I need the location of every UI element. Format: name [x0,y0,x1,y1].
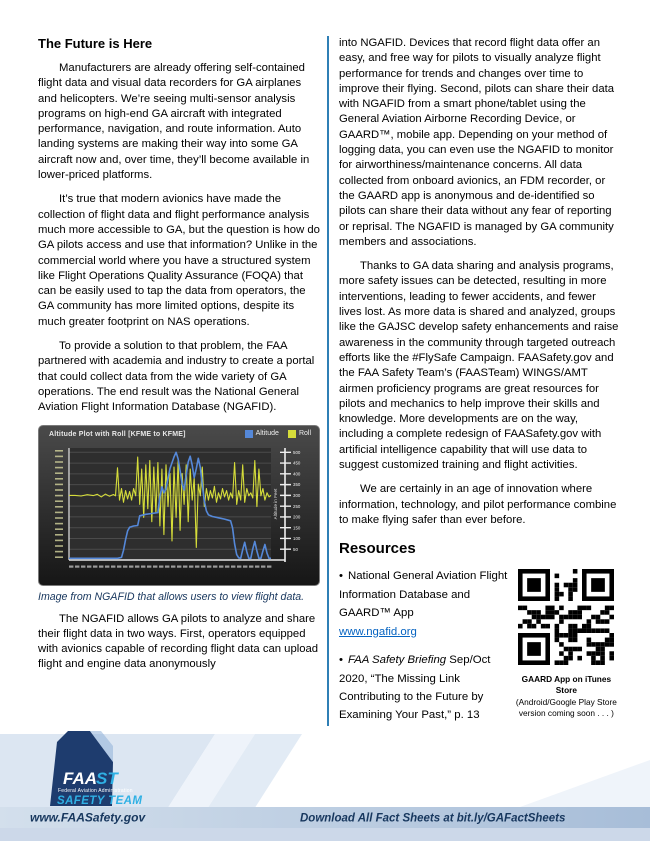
legend-swatch-altitude [245,430,253,438]
faasafety-url[interactable]: www.FAASafety.gov [30,810,146,825]
resource-item-ngafid [339,567,514,641]
legend-swatch-roll [288,430,296,438]
resources-row [339,567,619,735]
footer-graphic [0,726,650,841]
qr-block [514,567,619,719]
qr-caption-line: (Android/Google Play Store [515,696,617,707]
paragraph-5: into NGAFID. Devices that record flight data offer an easy, and free way for pilots to visually analyze flight performance for trends and changes over time to improve their flying. Second, pilots can share their data with NGAFID from a smart phone/tablet using the General Aviation Airborne Recording Device, or GAARD™, mobile app. Depending on your method of logging data, you can even use the NGAFID to monitor for airworthiness/maintenance concerns. All data collected from onboard avionics, an FDM recorder, or the GAARD app is anonymous and de-identified so pilots can share their data without any fear of reporting or reprisal. The NGAFID is managed by GA community members and associations. [339,37,615,248]
svg-text:100: 100 [293,535,301,541]
svg-text:250: 250 [293,503,301,509]
svg-text:150: 150 [293,524,301,530]
chart-plot-area [39,426,319,583]
ngafid-link[interactable]: www.ngafid.org [339,625,417,638]
chart-legend [245,430,311,438]
bullet-icon: • [339,570,343,583]
left-column [38,36,320,682]
resource-text: National General Aviation Flight Information Database and GAARD™ App [339,570,508,620]
svg-text:200: 200 [293,514,301,520]
right-column [339,36,619,747]
logo-st-text: ST [96,769,118,788]
bullet-icon: • [339,654,343,667]
legend-item-altitude [245,430,279,438]
paragraph-6: Thanks to GA data sharing and analysis programs, more safety issues can be detected, resulting in more interventions, leading to fewer accidents, and fewer lives lost. As more data is shared and analyzed, groups like the GAJSC develop safety enhancements and raise awareness in the community through targeted outreach efforts like the #FlySafe Campaign. FAASafety.gov and the FAA Safety Team’s (FAASTeam) WINGS/AMT airmen proficiency programs are great resources for pilots and mechanics to help improve their skills and knowledge. More developments are on the way, including a complete redesign of FAASafety.gov with artificial intelligence capability that will use data to suggest customized training and flight activities. [339,260,619,472]
download-note[interactable]: Download All Fact Sheets at bit.ly/GAFactSheets [300,812,566,825]
qr-caption [514,674,619,719]
chart-title: Altitude Plot with Roll [KFME to KFME] [49,430,186,438]
footer-bottom-strip [0,828,650,841]
legend-label: Altitude [255,430,279,438]
column-divider [327,36,329,790]
svg-text:50: 50 [293,546,298,552]
logo-subtitle: Federal Aviation Administration [58,788,133,794]
paragraph-4: The NGAFID allows GA pilots to analyze and share their flight data in two ways. First, operators equipped with avionics capable of recording flight data can upload flight and engine data anonymously [38,612,319,671]
svg-text:Altitude in Feet: Altitude in Feet [273,488,278,519]
article-heading: The Future is Here [38,36,153,51]
resources-list [339,567,514,735]
resources-heading: Resources [339,540,416,558]
svg-text:300: 300 [293,492,301,498]
paragraph-2: It’s true that modern avionics have made the collection of flight data and flight performance analysis much more accessible to GA, but the question is how do GA pilots access and use that information? Unlike in the commercial world where you have a structured system like Flight Operations Quality Assurance (FOQA) that can be easily used to tap the data from operators, the GA community has more limited options, despite its much greater footprint on NAS operations. [38,193,320,328]
paragraph-7: We are certainly in an age of innovation where information, technology, and pilot performance combine to make flying safer than ever before. [339,483,617,526]
resource-text: Sep/Oct 2020, “The Missing Link Contributing to the Future by Examining Your Past,” p. 13 [339,654,491,722]
logo-faa-text: FAA [63,769,97,788]
svg-text:350: 350 [293,481,301,487]
page-footer [0,726,650,841]
qr-caption-line: version coming soon . . . ) [518,707,614,718]
figure-caption: Image from NGAFID that allows users to view flight data. [38,590,305,603]
paragraph-3: To provide a solution to that problem, the FAA partnered with academia and industry to create a portal that could collect data from the wide variety of GA operations. The end result was the National General Aviation Flight Information Database (NGAFID). [38,340,315,414]
flight-data-chart [38,425,320,586]
svg-text:500: 500 [293,449,301,455]
logo-safety-team: SAFETY TEAM [57,795,143,807]
legend-item-roll [288,430,311,438]
legend-label: Roll [298,430,311,438]
svg-text:400: 400 [293,470,301,476]
paragraph-1: Manufacturers are already offering self-contained flight data and visual data recorders for GA airplanes and helicopters. We’re seeing multi-sensor analysis programs on high-end GA aircraft with integrated performance, navigation, and route information. Auto landing systems are making their way into some GA aircraft now and, over time, they’ll become available in lower-priced platforms. [38,62,310,182]
resource-title-italic: FAA Safety Briefing [348,654,447,667]
resource-item-briefing [339,651,514,725]
qr-caption-line: GAARD App on iTunes Store [521,674,612,696]
qr-code [518,569,614,665]
svg-text:450: 450 [293,460,301,466]
